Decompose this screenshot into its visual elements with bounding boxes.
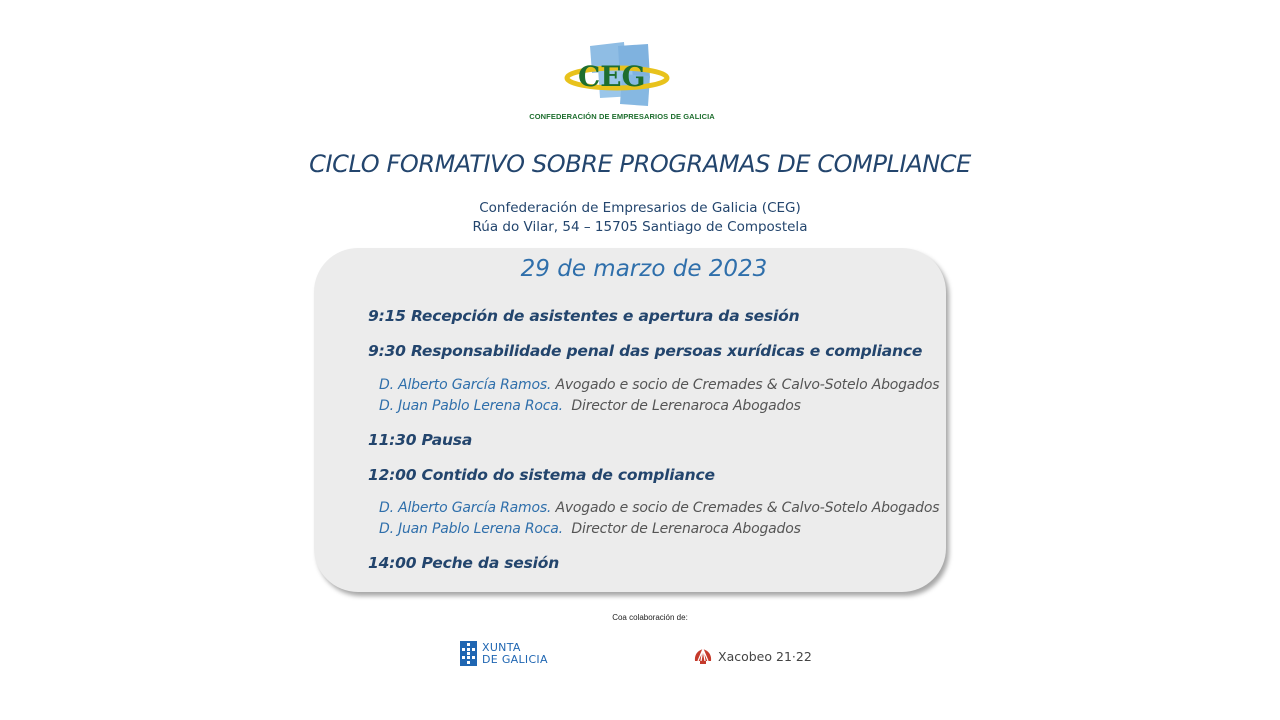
event-date: 29 de marzo de 2023 (520, 256, 768, 282)
xunta-emblem-icon (460, 641, 477, 666)
speaker-role: Avogado e socio de Cremades & Calvo-Sotelo Abogados (555, 500, 940, 516)
xacobeo-scallop-icon (693, 646, 713, 666)
speaker-line (379, 521, 801, 537)
speaker-line (379, 398, 801, 414)
speaker-name: D. Juan Pablo Lerena Roca. (379, 398, 563, 414)
logo-subtitle: CONFEDERACIÓN DE EMPRESARIOS DE GALICIA (529, 112, 715, 121)
ceg-logo-text: CEG (578, 60, 646, 93)
speaker-line (379, 377, 939, 393)
venue-address: Rúa do Vilar, 54 – 15705 Santiago de Compostela (472, 219, 808, 235)
agenda-item: 11:30 Pausa (368, 431, 473, 449)
xunta-line-2: DE GALICIA (482, 652, 548, 666)
xacobeo-text: Xacobeo 21·22 (718, 648, 812, 664)
agenda-item: 9:15 Recepción de asistentes e apertura da sesión (368, 307, 800, 325)
agenda-item: 14:00 Peche da sesión (368, 554, 560, 572)
speaker-name: D. Alberto García Ramos. (379, 377, 552, 393)
xacobeo-logo (693, 646, 812, 666)
venue-name: Confederación de Empresarios de Galicia (CEG) (479, 200, 801, 216)
collaboration-label: Coa colaboración de: (612, 613, 688, 622)
speaker-role: Director de Lerenaroca Abogados (571, 521, 801, 537)
speaker-line (379, 500, 939, 516)
speaker-role: Avogado e socio de Cremades & Calvo-Sotelo Abogados (555, 377, 940, 393)
xunta-logo (460, 641, 548, 666)
speaker-name: D. Alberto García Ramos. (379, 500, 552, 516)
agenda-panel (314, 248, 946, 592)
page-title: CICLO FORMATIVO SOBRE PROGRAMAS DE COMPLIANCE (309, 150, 971, 178)
ceg-logo (560, 40, 690, 112)
speaker-role: Director de Lerenaroca Abogados (571, 398, 801, 414)
agenda-item: 9:30 Responsabilidade penal das persoas xurídicas e compliance (368, 342, 923, 360)
agenda-item: 12:00 Contido do sistema de compliance (368, 466, 715, 484)
xunta-line-1: XUNTA (482, 640, 521, 654)
speaker-name: D. Juan Pablo Lerena Roca. (379, 521, 563, 537)
